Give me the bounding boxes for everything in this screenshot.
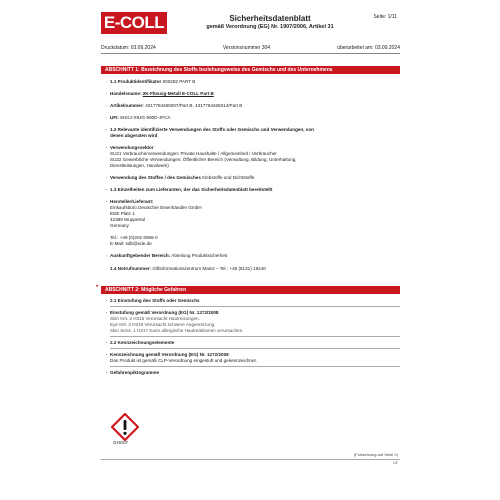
info-label: Auskunftgebender Bereich: xyxy=(110,253,171,258)
info-value: Abteilung Produktsicherheit xyxy=(171,253,228,258)
section1-bar: ABSCHNITT 1: Bezeichnung des Stoffs beziehungsweise des Gemischs und des Unternehmens xyxy=(101,66,400,74)
separator xyxy=(110,306,400,307)
labelling-heading: · Kennzeichnung gemäß Verordnung (EG) Nr. 1272/2008 xyxy=(110,352,400,358)
manufacturer-phone: Tel.: +49 (0)202 6096-0 xyxy=(110,235,158,240)
s14-value: Giftinformationszentrum Mainz – Tel.: +49 (6131) 19240 xyxy=(152,266,266,271)
hazard-line-2: Eye Irrit. 2 H319 Verursacht schwere Augenreizung. xyxy=(110,322,216,327)
article-value: 4317784465007/Part B, 4317784465014/Part B xyxy=(145,103,243,108)
s12-heading-line1: · 1.2 Relevante identifizierte Verwendungen des Stoffs oder Gemischs und Verwendungen, von xyxy=(110,127,400,133)
manufacturer-street: EDE Platz 1 xyxy=(110,211,135,216)
s11-label: 1.1 Produktidentifikator xyxy=(110,79,162,84)
ghs-code: GHS07 xyxy=(113,440,129,445)
language-code: DE xyxy=(393,461,398,465)
su22-line2: Dienstleistungen, Handwerk) xyxy=(110,163,169,168)
document-title xyxy=(170,14,370,31)
footer-rule xyxy=(101,459,400,460)
ecoll-logo: E-COLL xyxy=(101,12,167,34)
separator xyxy=(110,366,400,367)
page-number: Seite: 1/11 xyxy=(373,14,397,20)
s21-heading: · 2.1 Einstufung des Stoffs oder Gemischs xyxy=(110,298,400,304)
article-number xyxy=(110,103,400,109)
ufi xyxy=(110,115,400,121)
trade-label: Handelsname: xyxy=(110,91,142,96)
emergency-number xyxy=(110,266,400,272)
title-text: Sicherheitsdatenblatt xyxy=(229,14,311,23)
manufacturer-city: 42389 Wuppertal xyxy=(110,217,145,222)
article-label: Artikelnummer: xyxy=(110,103,144,108)
s22-heading: · 2.2 Kennzeichnungselemente xyxy=(110,340,400,346)
s11-value: 600282 PART B xyxy=(162,79,196,84)
s14-label: 1.4 Notrufnummer: xyxy=(110,266,152,271)
change-marker: * xyxy=(96,285,99,291)
su22-line1: SU22 Gewerbliche Verwendungen: Öffentlicher Bereich (Verwaltung, Bildung, Unterhaltung, xyxy=(110,157,297,162)
hazard-line-3: Skin Sens. 1 H317 Kann allergische Hautreaktionen verursachen. xyxy=(110,328,244,333)
ufi-label: UFI: xyxy=(110,115,119,120)
meta-row xyxy=(101,45,400,54)
classification-label: · Einstufung gemäß Verordnung (EG) Nr. 1272/2008 xyxy=(110,310,400,316)
use-line xyxy=(110,175,400,181)
su21-line: SU21 Verbraucherverwendungen: Private Haushalte / Allgemeinheit / Verbraucher xyxy=(110,151,277,156)
pictogram-label: · Gefahrenpiktogramme xyxy=(110,370,400,376)
hazard-line-1: Skin Irrit. 2 H315 Verursacht Hautreizungen. xyxy=(110,316,200,321)
use-label: Verwendung des Stoffes / des Gemisches xyxy=(110,175,201,180)
revised-date: überarbeitet am: 03.09.2024 xyxy=(337,45,400,51)
info-department xyxy=(110,253,400,259)
version-number: Versionsnummer 304 xyxy=(222,45,271,51)
continuation-note: (Fortsetzung auf Seite 2) xyxy=(353,452,398,457)
separator xyxy=(110,348,400,349)
trade-value: 2K-Flüssig-Metall E-COLL Part B xyxy=(142,91,214,96)
ufi-value: 8HGJ-X9JG-590D-JFCA xyxy=(120,115,171,120)
manufacturer-country: Germany xyxy=(110,223,129,228)
s13-heading: · 1.3 Einzelheiten zum Lieferanten, der das Sicherheitsdatenblatt bereitstellt xyxy=(110,187,400,193)
manufacturer-label: · Hersteller/Lieferant: xyxy=(110,199,400,205)
manufacturer-email[interactable]: E-Mail: sdb@ede.de xyxy=(110,241,152,246)
ghs07-exclamation-icon xyxy=(111,413,139,441)
s12-heading-line2: denen abgeraten wird xyxy=(110,133,158,138)
product-identifier xyxy=(110,79,400,85)
use-value: Klebstoffe und Dichtstoffe xyxy=(202,175,255,180)
manufacturer-name: Einkaufsbüro Deutscher Eisenhändler GmbH xyxy=(110,205,202,210)
labelling-text: Das Produkt ist gemäß CLP-Verordnung eingestuft und gekennzeichnet. xyxy=(110,358,258,363)
separator xyxy=(110,336,400,337)
trade-name xyxy=(110,91,400,97)
sector-label: · Verwendungssektor xyxy=(110,145,400,151)
section2-bar: ABSCHNITT 2: Mögliche Gefahren xyxy=(101,286,400,294)
subtitle-text: gemäß Verordnung (EG) Nr. 1907/2006, Artikel 31 xyxy=(206,24,334,30)
print-date: Druckdatum: 03.09.2024 xyxy=(101,45,156,51)
